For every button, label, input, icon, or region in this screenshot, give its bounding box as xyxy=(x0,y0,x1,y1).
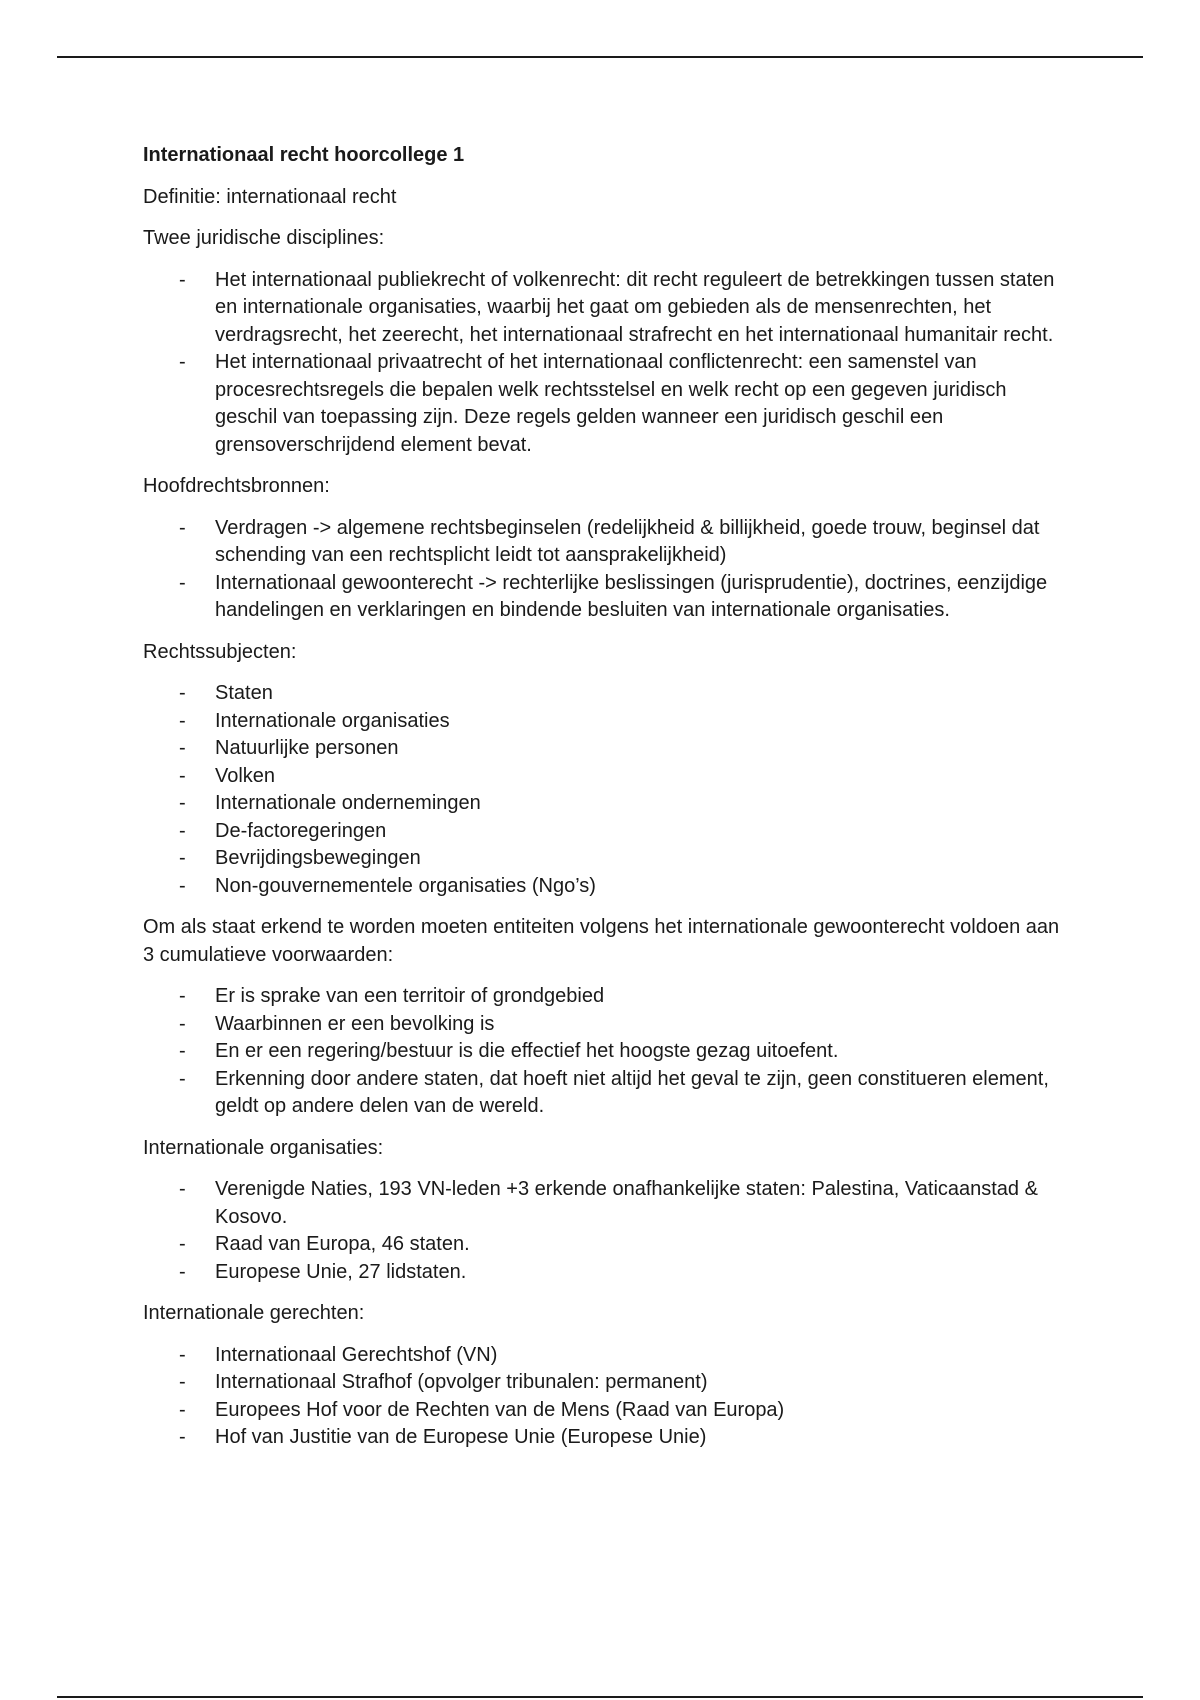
list-item-text: Het internationaal privaatrecht of het internationaal conflictenrecht: een samenstel van procesrechtsregels die bepalen welk rechtsstelsel en welk recht op een gegeven juridisch geschil van toepassing zijn. Deze regels gelden wanneer een juridisch geschil een grensoverschrijdend element bevat. xyxy=(215,351,1007,456)
list-item-text: Volken xyxy=(215,764,276,787)
list-item-text: Erkenning door andere staten, dat hoeft niet altijd het geval te zijn, geen constitueren element, geldt op andere delen van de wereld. xyxy=(215,1067,1049,1117)
dash-bullet: - xyxy=(179,874,186,897)
disciplines-list xyxy=(143,267,1063,460)
list-item-text: Europese Unie, 27 lidstaten. xyxy=(215,1260,467,1283)
dash-bullet: - xyxy=(179,1260,186,1283)
dash-bullet: - xyxy=(179,1067,186,1090)
list-item xyxy=(179,873,1063,901)
list-item xyxy=(179,1011,1063,1039)
list-item-text: En er een regering/bestuur is die effectief het hoogste gezag uitoefent. xyxy=(215,1040,839,1062)
list-item xyxy=(179,818,1063,846)
list-item xyxy=(179,1369,1063,1397)
dash-bullet: - xyxy=(179,571,186,594)
list-item xyxy=(179,680,1063,708)
list-item xyxy=(179,349,1063,459)
list-item-text: Internationale ondernemingen xyxy=(215,792,481,814)
dash-bullet: - xyxy=(179,1233,186,1255)
sources-list xyxy=(143,515,1063,625)
dash-bullet: - xyxy=(179,1343,186,1366)
organisations-list xyxy=(143,1176,1063,1286)
bottom-rule xyxy=(57,1696,1143,1698)
dash-bullet: - xyxy=(179,1398,186,1421)
list-item xyxy=(179,763,1063,791)
list-item-text: Hof van Justitie van de Europese Unie (Europese Unie) xyxy=(215,1426,707,1448)
list-item-text: Staten xyxy=(215,682,273,704)
dash-bullet: - xyxy=(179,1178,186,1200)
list-item xyxy=(179,267,1063,350)
list-item xyxy=(179,1231,1063,1259)
list-item-text: Natuurlijke personen xyxy=(215,737,399,759)
dash-bullet: - xyxy=(179,764,186,787)
list-item-text: Europees Hof voor de Rechten van de Mens (Raad van Europa) xyxy=(215,1398,785,1421)
list-item xyxy=(179,1038,1063,1066)
list-item xyxy=(179,1424,1063,1452)
subjects-list xyxy=(143,680,1063,900)
dash-bullet: - xyxy=(179,516,186,539)
list-item-text: Verdragen -> algemene rechtsbeginselen (redelijkheid & billijkheid, goede trouw, beginsel dat schending van een rechtsplicht leidt tot aansprakelijkheid) xyxy=(215,516,1040,566)
top-rule xyxy=(57,56,1143,58)
document-title: Internationaal recht hoorcollege 1 xyxy=(143,144,465,166)
document-body xyxy=(143,142,1063,1466)
dash-bullet: - xyxy=(179,1426,186,1448)
definition-line: Definitie: internationaal recht xyxy=(143,185,397,208)
dash-bullet: - xyxy=(179,819,186,842)
list-item-text: Internationaal gewoonterecht -> rechterlijke beslissingen (jurisprudentie), doctrines, eenzijdige handelingen en verklaringen en bindende besluiten van internationale organisaties. xyxy=(215,571,1048,621)
list-item xyxy=(179,735,1063,763)
list-item xyxy=(179,1259,1063,1287)
subjects-heading: Rechtssubjecten: xyxy=(143,640,297,663)
sources-heading: Hoofdrechtsbronnen: xyxy=(143,475,330,497)
dash-bullet: - xyxy=(179,847,186,869)
list-item-text: Bevrijdingsbewegingen xyxy=(215,847,421,869)
courts-heading: Internationale gerechten: xyxy=(143,1302,365,1324)
dash-bullet: - xyxy=(179,709,186,732)
list-item xyxy=(179,1397,1063,1425)
list-item xyxy=(179,983,1063,1011)
list-item xyxy=(179,1066,1063,1121)
dash-bullet: - xyxy=(179,268,186,291)
list-item-text: Internationale organisaties xyxy=(215,709,450,732)
list-item-text: Non-gouvernementele organisaties (Ngo’s) xyxy=(215,874,596,897)
list-item xyxy=(179,708,1063,736)
statehood-list xyxy=(143,983,1063,1121)
dash-bullet: - xyxy=(179,792,186,814)
list-item xyxy=(179,845,1063,873)
list-item xyxy=(179,1342,1063,1370)
list-item-text: Verenigde Naties, 193 VN-leden +3 erkende onafhankelijke staten: Palestina, Vaticaanstad & Kosovo. xyxy=(215,1178,1038,1228)
dash-bullet: - xyxy=(179,682,186,704)
list-item xyxy=(179,570,1063,625)
list-item xyxy=(179,515,1063,570)
list-item-text: Waarbinnen er een bevolking is xyxy=(215,1012,495,1035)
list-item-text: Het internationaal publiekrecht of volkenrecht: dit recht reguleert de betrekkingen tussen staten en internationale organisaties, waarbij het gaat om gebieden als de mensenrechten, het verdragsrecht, het zeerecht, het internationaal strafrecht en het internationaal humanitair recht. xyxy=(215,268,1055,346)
dash-bullet: - xyxy=(179,1040,186,1062)
dash-bullet: - xyxy=(179,985,186,1007)
courts-list xyxy=(143,1342,1063,1452)
statehood-heading: Om als staat erkend te worden moeten entiteiten volgens het internationale gewoonterecht voldoen aan 3 cumulatieve voorwaarden: xyxy=(143,916,1060,966)
list-item-text: Internationaal Strafhof (opvolger tribunalen: permanent) xyxy=(215,1371,708,1393)
list-item xyxy=(179,1176,1063,1231)
dash-bullet: - xyxy=(179,1012,186,1035)
dash-bullet: - xyxy=(179,351,186,373)
disciplines-heading: Twee juridische disciplines: xyxy=(143,227,385,249)
dash-bullet: - xyxy=(179,1371,186,1393)
dash-bullet: - xyxy=(179,737,186,759)
list-item-text: Raad van Europa, 46 staten. xyxy=(215,1233,470,1255)
list-item-text: Internationaal Gerechtshof (VN) xyxy=(215,1343,498,1366)
list-item-text: De-factoregeringen xyxy=(215,819,387,842)
list-item-text: Er is sprake van een territoir of grondgebied xyxy=(215,985,605,1007)
list-item xyxy=(179,790,1063,818)
organisations-heading: Internationale organisaties: xyxy=(143,1136,384,1159)
